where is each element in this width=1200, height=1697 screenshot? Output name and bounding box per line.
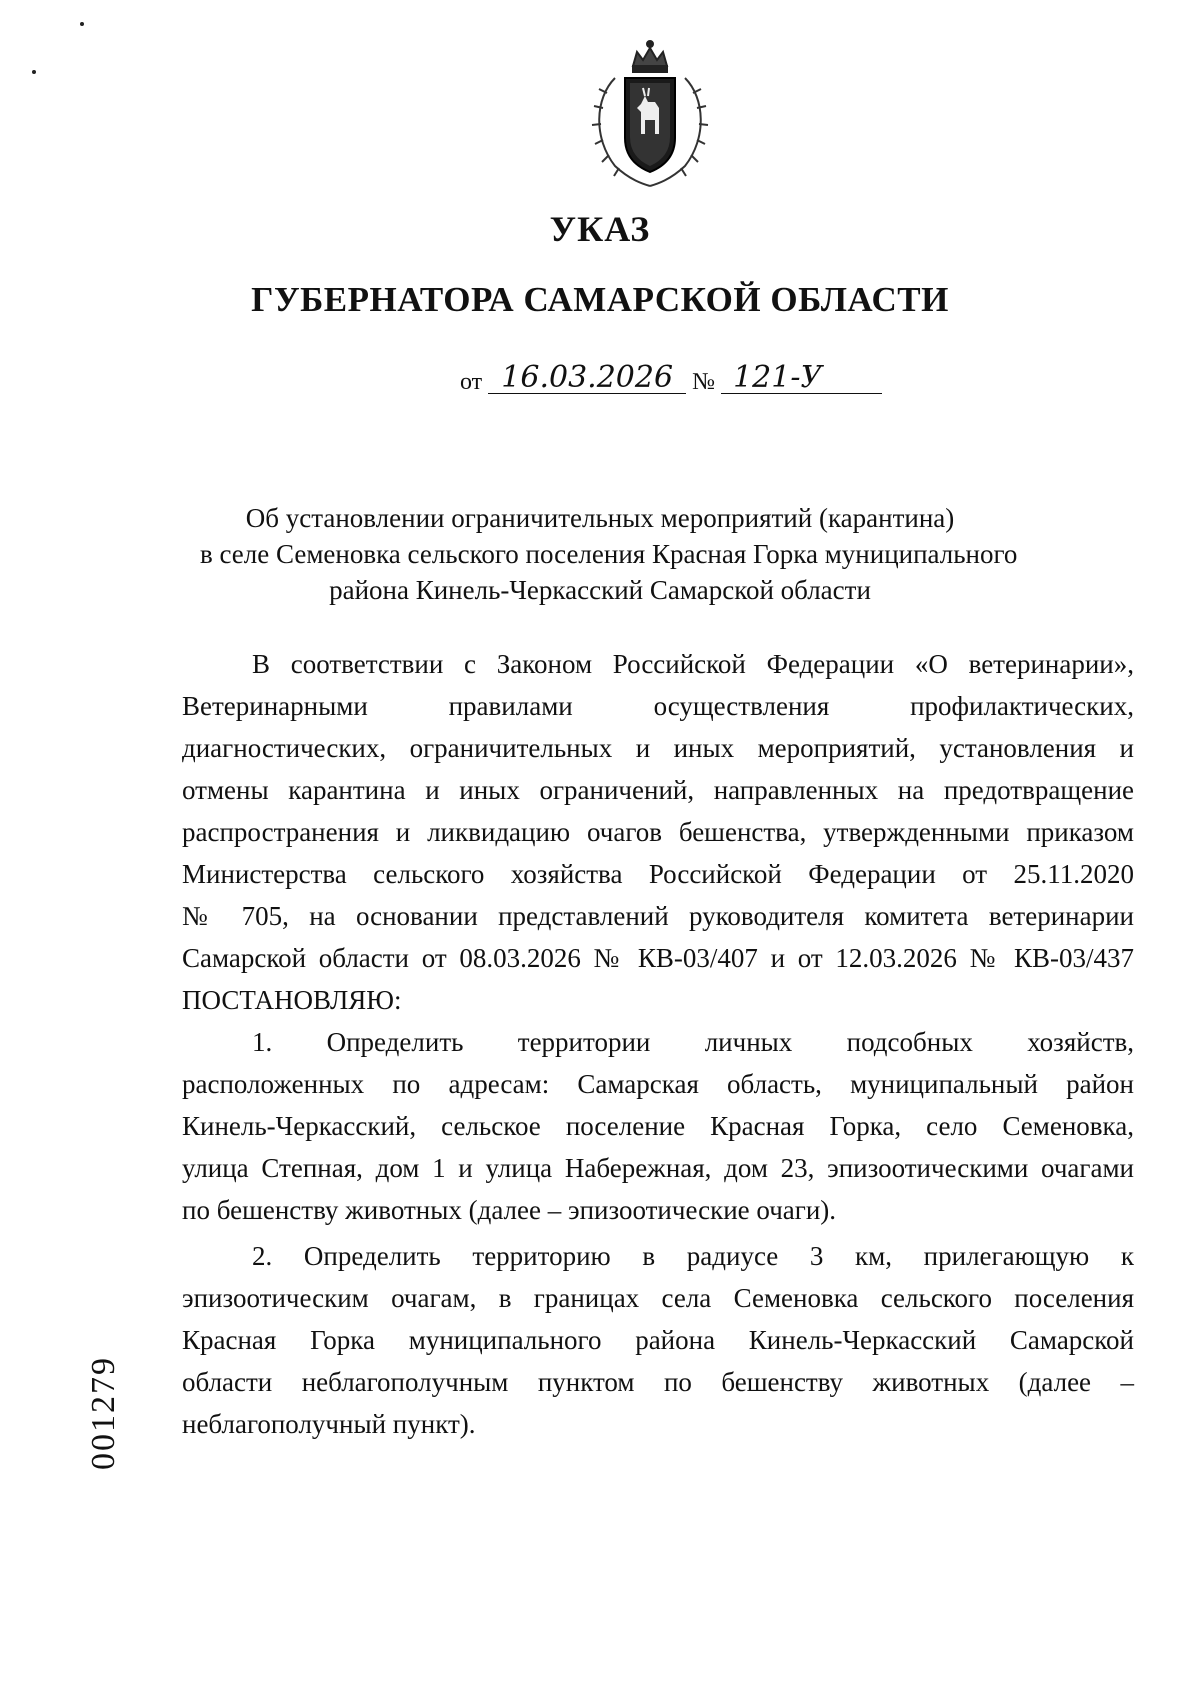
coat-of-arms-icon bbox=[585, 38, 715, 188]
scan-speck bbox=[80, 22, 84, 26]
subject-line: района Кинель-Черкасский Самарской области bbox=[329, 575, 871, 605]
preamble-line: Ветеринарными правилами осуществления профилактических, bbox=[182, 691, 1134, 721]
preamble bbox=[182, 643, 1134, 1021]
date-prefix: от bbox=[460, 369, 483, 395]
item-2-line: 2. Определить территорию в радиусе 3 км, прилегающую к bbox=[252, 1241, 1134, 1271]
preamble-line: диагностических, ограничительных и иных мероприятий, установления и bbox=[182, 733, 1134, 763]
preamble-line: № 705, на основании представлений руководителя комитета ветеринарии bbox=[182, 901, 1134, 931]
item-1-line: 1. Определить территории личных подсобных хозяйств, bbox=[252, 1027, 1134, 1057]
handwritten-date: 16.03.2026 bbox=[488, 363, 686, 394]
item-2-line: области неблагополучным пунктом по бешенству животных (далее – bbox=[182, 1367, 1134, 1397]
item-1-line: по бешенству животных (далее – эпизоотические очаги). bbox=[182, 1195, 837, 1225]
subject-line: Об установлении ограничительных мероприятий (карантина) bbox=[245, 503, 955, 533]
side-serial-number: 001279 bbox=[85, 1356, 122, 1470]
handwritten-number: 121-У bbox=[721, 363, 882, 394]
item-1 bbox=[182, 1021, 1134, 1231]
preamble-line: Министерства сельского хозяйства Российской Федерации от 25.11.2020 bbox=[182, 859, 1134, 889]
scan-speck bbox=[32, 70, 36, 74]
preamble-line: отмены карантина и иных ограничений, направленных на предотвращение bbox=[182, 775, 1134, 805]
preamble-line: Самарской области от 08.03.2026 № КВ-03/407 и от 12.03.2026 № КВ-03/437 bbox=[182, 943, 1134, 973]
number-label: № bbox=[692, 369, 716, 395]
item-2 bbox=[182, 1235, 1134, 1445]
date-number-line bbox=[460, 360, 860, 396]
item-1-line: расположенных по адресам: Самарская область, муниципальный район bbox=[182, 1069, 1134, 1099]
item-2-line: Красная Горка муниципального района Кинель-Черкасский Самарской bbox=[182, 1325, 1134, 1355]
document-subject bbox=[200, 500, 1018, 608]
item-1-line: улица Степная, дом 1 и улица Набережная, дом 23, эпизоотическими очагами bbox=[182, 1153, 1134, 1183]
document-subtitle: ГУБЕРНАТОРА САМАРСКОЙ ОБЛАСТИ bbox=[251, 280, 949, 319]
item-2-line: неблагополучный пункт). bbox=[182, 1409, 476, 1439]
preamble-line: распространения и ликвидацию очагов бешенства, утвержденными приказом bbox=[182, 817, 1134, 847]
preamble-line: В соответствии с Законом Российской Федерации «О ветеринарии», bbox=[252, 649, 1134, 679]
item-1-line: Кинель-Черкасский, сельское поселение Красная Горка, село Семеновка, bbox=[182, 1111, 1134, 1141]
resolve-word: ПОСТАНОВЛЯЮ: bbox=[182, 985, 402, 1015]
document-title: УКАЗ bbox=[549, 209, 651, 249]
subject-line: в селе Семеновка сельского поселения Красная Горка муниципального bbox=[200, 539, 1018, 569]
item-2-line: эпизоотическим очагам, в границах села Семеновка сельского поселения bbox=[182, 1283, 1134, 1313]
